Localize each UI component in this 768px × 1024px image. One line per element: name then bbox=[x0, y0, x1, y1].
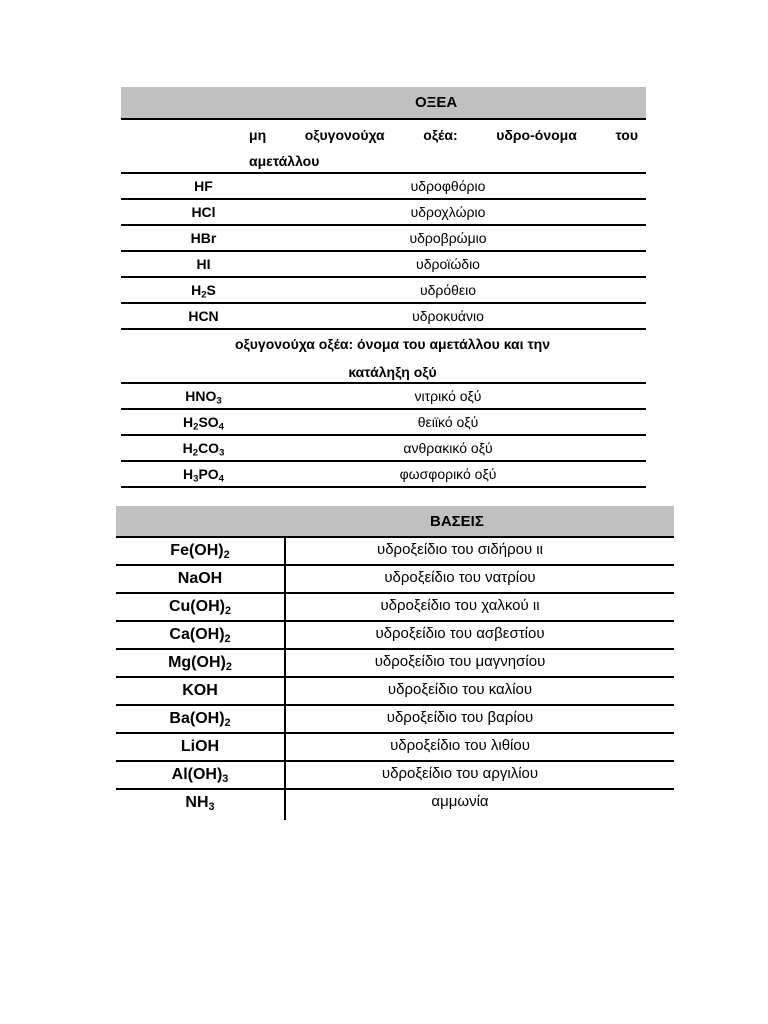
chemical-formula bbox=[116, 650, 286, 676]
formula-part: HBr bbox=[190, 230, 217, 246]
formula-subscript: 3 bbox=[216, 395, 222, 407]
hydracid-row bbox=[121, 226, 646, 252]
compound-name: φωσφορικό οξύ bbox=[399, 466, 497, 482]
chemical-formula bbox=[116, 762, 286, 788]
base-row bbox=[116, 678, 674, 706]
chemical-formula bbox=[121, 230, 286, 246]
formula-subscript: 2 bbox=[224, 605, 232, 618]
compound-name: αμμωνία bbox=[431, 793, 489, 810]
compound-name: υδροξείδιο του ασβεστίου bbox=[375, 625, 545, 642]
non-oxygen-acids-rule bbox=[121, 120, 646, 174]
compound-name: υδροβρώμιο bbox=[409, 230, 487, 246]
chemical-formula bbox=[121, 308, 286, 324]
formula-subscript: 3 bbox=[193, 473, 199, 485]
formula-part: Ba(OH) bbox=[169, 710, 225, 727]
compound-name: υδροξείδιο του καλίου bbox=[387, 681, 533, 698]
chemical-formula bbox=[121, 204, 286, 220]
formula-part: H bbox=[182, 440, 193, 456]
oxyacid-rows bbox=[121, 384, 646, 488]
non-oxygen-acids-rule-line1 bbox=[249, 127, 638, 143]
chemical-formula bbox=[121, 414, 286, 433]
non-oxygen-acids-rule-line2: αμετάλλου bbox=[249, 153, 320, 169]
formula-subscript: 4 bbox=[218, 473, 224, 485]
rule-word: μη bbox=[249, 127, 267, 143]
bases-header bbox=[116, 506, 674, 538]
compound-name: υδροξείδιο του νατρίου bbox=[384, 569, 536, 586]
chemical-formula bbox=[121, 388, 286, 407]
chemical-formula bbox=[121, 256, 286, 272]
base-row bbox=[116, 762, 674, 790]
bases-table bbox=[116, 506, 674, 820]
hydracid-rows bbox=[121, 174, 646, 330]
oxygen-acids-rule bbox=[121, 330, 646, 384]
formula-part: NaOH bbox=[177, 570, 223, 587]
formula-part: NH bbox=[185, 794, 209, 811]
chemical-formula bbox=[116, 734, 286, 760]
formula-subscript: 2 bbox=[193, 421, 199, 433]
formula-part: CO bbox=[198, 440, 220, 456]
formula-part: Mg(OH) bbox=[168, 654, 226, 671]
compound-name: υδροξείδιο του αργιλίου bbox=[381, 765, 539, 782]
acids-header bbox=[121, 87, 646, 120]
formula-part: HI bbox=[196, 256, 211, 272]
formula-part: H bbox=[191, 282, 202, 298]
compound-name: υδροξείδιο του βαρίου bbox=[386, 709, 534, 726]
compound-name: υδροχλώριο bbox=[410, 204, 486, 220]
formula-part: HF bbox=[194, 178, 213, 194]
formula-subscript: 2 bbox=[201, 289, 207, 301]
base-row bbox=[116, 706, 674, 734]
oxyacid-row bbox=[121, 410, 646, 436]
acids-table bbox=[121, 87, 646, 488]
oxygen-acids-rule-line2: κατάληξη οξύ bbox=[348, 364, 437, 380]
formula-part: KOH bbox=[182, 682, 218, 699]
compound-name: θειϊκό οξύ bbox=[417, 414, 479, 430]
formula-part: S bbox=[206, 282, 216, 298]
formula-part: H bbox=[183, 466, 194, 482]
hydracid-row bbox=[121, 200, 646, 226]
hydracid-row bbox=[121, 174, 646, 200]
compound-name: υδρόθειο bbox=[419, 282, 477, 298]
rule-word: οξυγονούχα bbox=[304, 127, 385, 143]
rule-word: του bbox=[615, 127, 638, 143]
formula-part: LiOH bbox=[180, 738, 220, 755]
oxyacid-row bbox=[121, 384, 646, 410]
formula-part: HNO bbox=[185, 388, 217, 404]
compound-name: υδροξείδιο του σιδήρου ιι bbox=[377, 541, 543, 558]
compound-name: υδροξείδιο του χαλκού ιι bbox=[380, 597, 540, 614]
formula-part: Cu(OH) bbox=[168, 598, 225, 615]
chemical-formula bbox=[116, 678, 286, 704]
chemical-formula bbox=[116, 594, 286, 620]
formula-subscript: 2 bbox=[224, 633, 231, 646]
compound-name: νιτρικό οξύ bbox=[414, 388, 482, 404]
compound-name: υδροφθόριο bbox=[410, 178, 486, 194]
chemical-formula bbox=[121, 178, 286, 194]
bases-title: ΒΑΣΕΙΣ bbox=[430, 512, 484, 530]
compound-name: υδροξείδιο του λιθίου bbox=[390, 737, 530, 754]
base-row bbox=[116, 622, 674, 650]
formula-part: H bbox=[183, 414, 194, 430]
hydracid-row bbox=[121, 278, 646, 304]
formula-subscript: 2 bbox=[224, 717, 231, 730]
formula-part: Fe(OH) bbox=[170, 542, 224, 559]
formula-subscript: 3 bbox=[222, 773, 229, 786]
compound-name: ανθρακικό οξύ bbox=[403, 440, 493, 456]
formula-subscript: 2 bbox=[225, 661, 232, 674]
compound-name: υδροκυάνιο bbox=[412, 308, 484, 324]
formula-part: PO bbox=[198, 466, 219, 482]
chemical-formula bbox=[121, 282, 286, 301]
formula-subscript: 3 bbox=[208, 801, 215, 814]
base-row bbox=[116, 734, 674, 762]
oxyacid-row bbox=[121, 436, 646, 462]
formula-part: Ca(OH) bbox=[169, 626, 225, 643]
hydracid-row bbox=[121, 252, 646, 278]
base-row bbox=[116, 790, 674, 820]
base-rows bbox=[116, 538, 674, 820]
rule-word: οξέα: bbox=[423, 127, 458, 143]
compound-name: υδροϊώδιο bbox=[416, 256, 480, 272]
formula-subscript: 2 bbox=[192, 447, 199, 459]
formula-subscript: 3 bbox=[219, 447, 225, 459]
oxyacid-row bbox=[121, 462, 646, 488]
chemical-formula bbox=[116, 706, 286, 732]
formula-part: HCl bbox=[191, 204, 216, 220]
formula-subscript: 2 bbox=[223, 549, 230, 562]
formula-subscript: 4 bbox=[218, 421, 224, 433]
chemical-formula bbox=[121, 466, 286, 485]
formula-part: SO bbox=[198, 414, 219, 430]
base-row bbox=[116, 538, 674, 566]
base-row bbox=[116, 594, 674, 622]
formula-part: HCN bbox=[188, 308, 219, 324]
hydracid-row bbox=[121, 304, 646, 330]
base-row bbox=[116, 650, 674, 678]
chemical-formula bbox=[116, 566, 286, 592]
chemical-formula bbox=[116, 622, 286, 648]
formula-part: Al(OH) bbox=[171, 766, 223, 783]
base-row bbox=[116, 566, 674, 594]
acids-title: ΟΞΕΑ bbox=[415, 94, 458, 111]
chemical-formula bbox=[116, 790, 286, 820]
oxygen-acids-rule-line1: οξυγονούχα οξέα: όνομα του αμετάλλου και την bbox=[234, 336, 551, 352]
compound-name: υδροξείδιο του μαγνησίου bbox=[374, 653, 546, 670]
chemical-formula bbox=[116, 538, 286, 564]
chemical-formula bbox=[121, 440, 286, 459]
rule-word: υδρο-όνομα bbox=[496, 127, 577, 143]
